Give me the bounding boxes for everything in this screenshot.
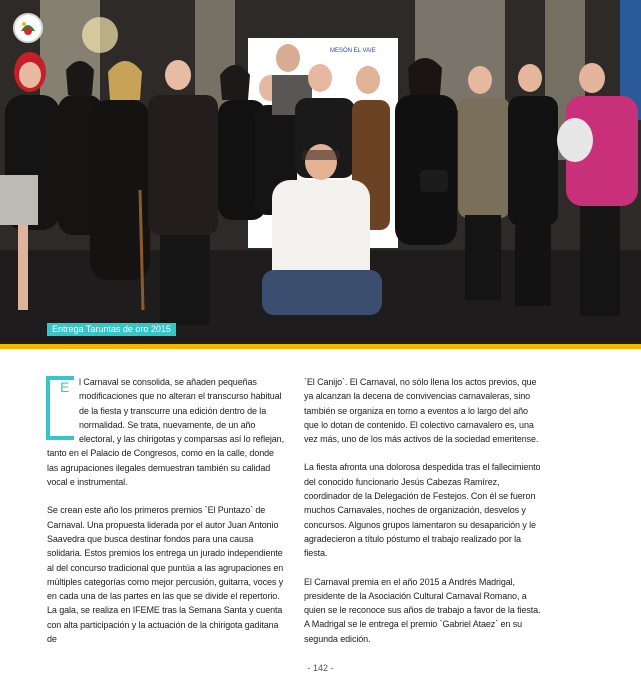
paragraph: `El Canijo`. El Carnaval, no sólo llena los actos previos, que ya alcanzan la decena de convivencias carnavaleras, sino también se organiza en torno a eventos a lo largo del año que lo dotan de contenido. El colectivo carnavalero es, una vez más, uno de los más activos de la sociedad emeritense. bbox=[304, 377, 539, 445]
paragraph: Se crean este año los primeros premios `El Puntazo` de Carnaval. Una propuesta liderada por el autor Juan Antonio Saavedra que busca destinar fondos para una causa solidaria. Estos premios los entrega un jurado independiente al del concurso tradicional que puntúa a las agrupaciones en múltiples categorías como mejor percusión, guitarra, voces y en cada una de las partes en las que se divide el repertorio. La gala, se realiza en IFEME tras la Semana Santa y cuenta con alta participación y la actuación de la chirigota gaditana de bbox=[47, 505, 284, 645]
dropcap-letter: E bbox=[60, 379, 70, 395]
yellow-divider bbox=[0, 344, 641, 349]
paragraph-text: l Carnaval se consolida, se añaden pequeñas modificaciones que no alteran el transcurso habitual de la fiesta y transcurre una edición dentro de la normalidad. Se trata, nuevamente, de un año electoral, y las chirigotas y comparsas así lo reflejan, tanto en el Palacio de Congresos, como en la calle, donde las agrupaciones ilegales demuestran también su calidad vocal e instrumental. bbox=[47, 377, 284, 488]
article-column-right bbox=[304, 375, 544, 660]
page-number: - 142 - bbox=[307, 663, 334, 673]
article-column-left bbox=[47, 375, 287, 660]
dropcap-frame bbox=[46, 376, 74, 440]
backdrop-text-1: MESÓN EL VAIE bbox=[330, 48, 376, 54]
paragraph bbox=[47, 375, 287, 489]
carnival-logo-icon bbox=[13, 13, 43, 43]
paragraph: El Carnaval premia en el año 2015 a Andrés Madrigal, presidente de la Asociación Cultural Carnaval Romano, a quien se le reconoce sus años de trabajo a favor de la fiesta. A Madrigal se le entrega el premio `Gabriel Ataez` en su segunda edición. bbox=[304, 576, 541, 644]
paragraph: La fiesta afronta una dolorosa despedida tras el fallecimiento del conocido funcionario Jesús Cabezas Ramírez, coordinador de la Delegación de Festejos. Con él se fueron muchos Carnavales, noches de organización, desvelos y concursos. Algunos grupos lamentaron su desaparición y le agradecieron a título póstumo el trabajo realizado por la fiesta. bbox=[304, 462, 541, 559]
photo-caption: Entrega Taruntas de oro 2015 bbox=[47, 323, 176, 336]
